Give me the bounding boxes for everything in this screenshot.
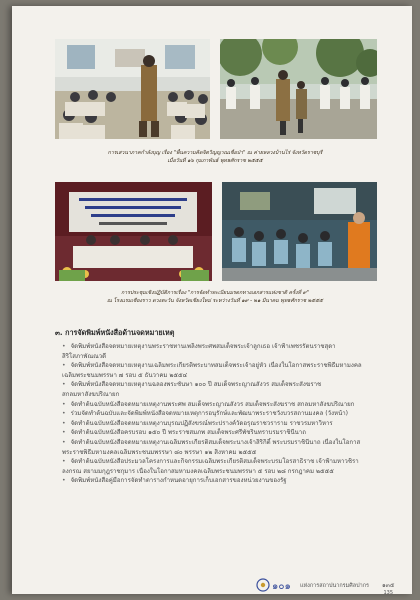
bullet-item: • จัดพิมพ์หนังสือคู่มือการจัดทำตารางกำหนดอายุการเก็บเอกสารของหน่วยงานของรัฐ <box>62 476 380 486</box>
page-number <box>382 580 394 596</box>
bullet-item: • จัดทำต้นฉบับหนังสือครบรอบ ๑๕๐ ปี พระราชสมภพ สมเด็จพระศรีพัชรินทราบรมราชินีนาถ <box>62 428 380 438</box>
bullet-item: • จัดทำต้นฉบับหนังสือจดหมายเหตุงานเฉลิมพระเกียรติสมเด็จพระนางเจ้าสิริกิติ์ พระบรมราชินีนาถ เนื่องในโอกาส <box>62 438 380 448</box>
top-caption-line: การเสวนาภาคกำลังบุญ เรื่อง "พื้นความคิดจิตวิญญาณเชื่อป่า" ณ ค่ายหลวงบ้านไร่ จังหวัดราชบุรี <box>107 150 323 156</box>
footer-org-text: แห่งการสถาปนากรมศิลปากร <box>300 583 369 589</box>
continuation-line: สิริโสภาพัณณวดี <box>62 352 107 360</box>
middle-photos-caption <box>60 289 370 305</box>
page-number-arabic: 135 <box>383 590 393 596</box>
top-photos-caption <box>60 149 370 165</box>
bullet-item: • จัดทำต้นฉบับหนังสือจดหมายเหตุงานบุรณปฏิสังขรณ์พระปรางค์วัดอรุณราชวราราม ราชวรมหาวิหาร <box>62 419 380 429</box>
bullet-item: • ร่วมจัดทำต้นฉบับและจัดพิมพ์หนังสือจดหมายเหตุการอนุรักษ์และพัฒนาพระราชวังบวรสถานมงคล (วังหน้า) <box>62 409 380 419</box>
continuation-line: พระราชพิธีมหามงคลเฉลิมพระชนมพรรษา ๘๐ พรรษา ๑๒ สิงหาคม ๒๕๕๕ <box>62 448 257 456</box>
middle-caption-line: การประชุมเชิงปฏิบัติการเรื่อง "การจัดทำทะเบียนมรดกทางเอกสารแห่งชาติ ครั้งที่ ๙" <box>121 290 309 296</box>
middle-caption-line: ณ โรงแรมเชียงราว ดวงตะวัน จังหวัดเชียงใหม่ ระหว่างวันที่ ๑๙ - ๒๑ มีนาคม พุทธศักราช ๒๕๕๕ <box>107 298 323 304</box>
anniversary-number: ๑๐๑ <box>272 581 291 592</box>
document-page <box>12 6 412 594</box>
bullet-item: • จัดพิมพ์หนังสือจดหมายเหตุงานเฉลิมพระเกียรติพระบาทสมเด็จพระเจ้าอยู่หัว เนื่องในโอกาสพระราชพิธีมหามงคล <box>62 361 380 371</box>
continuation-line: สกลมหาสังฆปริณายก <box>62 390 120 398</box>
section-heading: ๓. การจัดพิมพ์หนังสือด้านจดหมายเหตุ <box>55 328 175 337</box>
continuation-line: เฉลิมพระชนมพรรษา ๗ รอบ ๕ ธันวาคม ๒๕๕๔ <box>62 371 188 379</box>
bullet-item: • จัดพิมพ์หนังสือจดหมายเหตุงานฉลองพระชันษา ๑๐๐ ปี สมเด็จพระญาณสังวร สมเด็จพระสังฆราช <box>62 380 380 390</box>
bullet-item: • จัดทำต้นฉบับหนังสือจดหมายเหตุงานพระศพ สมเด็จพระญาณสังวร สมเด็จพระสังฆราช สกลมหาสังฆปริณายก <box>62 400 380 410</box>
photo-meeting-audience <box>222 182 377 281</box>
continuation-line: ลงกรณ สยามมกุฎราชกุมาร เนื่องในโอกาสมหามงคลเฉลิมพระชนมพรรษา ๕ รอบ ๒๘ กรกฎาคม ๒๕๕๕ <box>62 467 334 475</box>
page-number-thai: ๑๓๕ <box>382 582 395 589</box>
body-paragraphs <box>62 342 380 486</box>
bullet-item: • จัดพิมพ์หนังสือจดหมายเหตุงานพระราชทานเพลิงพระศพสมเด็จพระเจ้าลูกเธอ เจ้าฟ้าเพชรรัตนราชสุดา <box>62 342 380 352</box>
fine-arts-anniversary-logo <box>256 577 296 596</box>
bullet-item: • จัดทำต้นฉบับหนังสือประมวลโครงการและกิจกรรมเฉลิมพระเกียรติสมเด็จพระบรมโอรสาธิราช เจ้าฟ้ามหาวชิรา <box>62 457 380 467</box>
top-caption-line: เมื่อวันที่ ๑๖ กุมภาพันธ์ พุทธศักราช ๒๕๕๕ <box>167 158 263 164</box>
photo-classroom-seminar <box>55 39 210 139</box>
photo-outdoor-gathering <box>220 39 377 139</box>
photo-workshop-stage <box>55 182 212 281</box>
